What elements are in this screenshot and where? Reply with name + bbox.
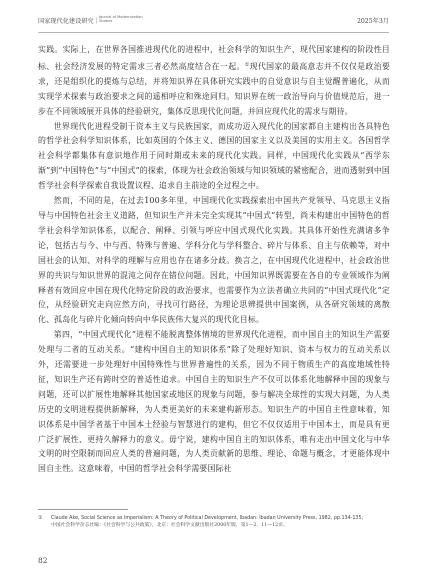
paragraph-text: 世界现代化进程受制于资本主义与民族国家，而成功迈入现代化的国家都自主建构出各具特色的哲学社会科学知识体系，比如英国的个体主义、德国的国家主义以及美国的实用主义。各国哲学社会科学都集体有意识地作用于同时期或未来的现代化实践。同样，中国现代化实践从“西学东渐”到“中国特色”与“中国式”的探索，体现为社会政治领域与知识领域的紧密配合，进而透射到中国哲学社会科学探索自我设置议程、追求自主前途的全过程之中。 — [38, 121, 390, 191]
paragraph-text: 第四，“中国式现代化”进程不能脱离整体情境的世界现代化进程，而中国自主的知识生产需要处理与二者的互动关系。“建构中国自主的知识体系”除了处理好知识、资本与权力的互动关系以外，还需要进一步处理好中国特殊性与世界普遍性的关系，因为不同于物质生产的高度地域性特征，知识生产还有跨时空的普适性追求。中国自主的知识生产不仅可以体系化地解释中国的现象与问题，还可以扩展性地解释其他国家或地区的现象与问题，参与解决全球性的实现大问题，为人类历史的文明进程提供新解释，为人类更美好的未来建构新形态。知识生产的中国自主性意味着，知识体系是中国学者基于中国本土经验与智慧进行的建构，但它不仅仅适用于中国本土，而是具有更广泛扩展性、更持久解释力的意义。毋宁说，建构中国自主的知识体系，唯有走出中国文化与中华文明的时空限制而回应人类的普遍问题，为人类贡献新的思维、理论、命题与概念，才更能体现中国自主性。这意味着，中国的哲学社会科学需要国际社 — [38, 330, 390, 474]
article-body — [38, 43, 390, 477]
paragraph-text: 然而，不同的是，在过去100多年里，中国现代化实践探索出中国共产党领导、马克思主义指导与中国特色社会主义道路，但知识生产并未完全实现其“中国式”转型，尚未构建出中国特色的哲学社会科学知识体系，以配合、阐释、引领与呼应中国式现代化实践。其具体开始性充满诸多争论，包括古与今、中与西、特殊与普遍、学科分化与学科整合、碎片与体系、自主与依赖等，对中国社会的认知、对科学的理解与应用也存在诸多分歧。换言之，在中国现代化进程中，社会政治世界的共识与知识世界的混沌之间存在错位问题。因此，中国知识界既需要在各自的专业领域作为阐释者有效回应中国在现代化特定阶段的政治要求，也需要作为立法者确立共同的“中国式现代化”定位，从经验研究走向应然方向，寻找可行路径，为理论思辨提供中国案例，从各研究领域的离散化、孤岛化与碎片化倾向转向中华民族伟大复兴的现代化目标。 — [38, 196, 390, 325]
paragraph-p4 — [38, 328, 390, 477]
footnote-reference: ① — [244, 61, 250, 68]
paragraph-text: 现代国家的最高意志并不仅仅是政治要求，还是组织化的提炼与总结，并将知识界在具体研究实践中的自觉意识与自主觉醒普遍化，从而实现学术探索与政治要求之间的遥相呼应和殊途同归。知识界在统一政治导向与价值规范后，进一步在不同领域展开具体的经验研究，集体反思现代化问题，并回应现代化的需求与期待。 — [38, 61, 390, 116]
issue-date: 2025年3月 — [356, 18, 389, 25]
journal-title: 国家现代化建设研究｜ — [38, 18, 100, 25]
footnote-divider — [38, 509, 128, 510]
paragraph-p1 — [38, 43, 390, 120]
paragraph-text: 实践。实际上，在世界各国推进现代化的进程中，社会科学的知识生产、现代国家建构的阶段性目标、社会经济发展的特定需求三者必然高度结合在一起。 — [38, 45, 390, 71]
footnote-chinese-citation: 中国社会科学杂志社编：《社会科学与公共政策》，北京：社会科学文献出版社2000年版，第1—2、11—12页。 — [51, 523, 288, 529]
journal-title-english: Journal of Modernization Studies — [99, 15, 143, 24]
footnote-marker: ① — [38, 516, 43, 521]
footnote-english-citation: Claude Ake, Social Science as Imperialism: A Theory of Political Development, Ibadan: Ibadan University Press, 1982, pp.134-135； — [51, 516, 367, 521]
paragraph-p3 — [38, 194, 390, 328]
footnote — [38, 515, 390, 530]
running-header — [38, 12, 389, 33]
paragraph-p2 — [38, 120, 390, 195]
page-number: 82 — [38, 556, 48, 565]
